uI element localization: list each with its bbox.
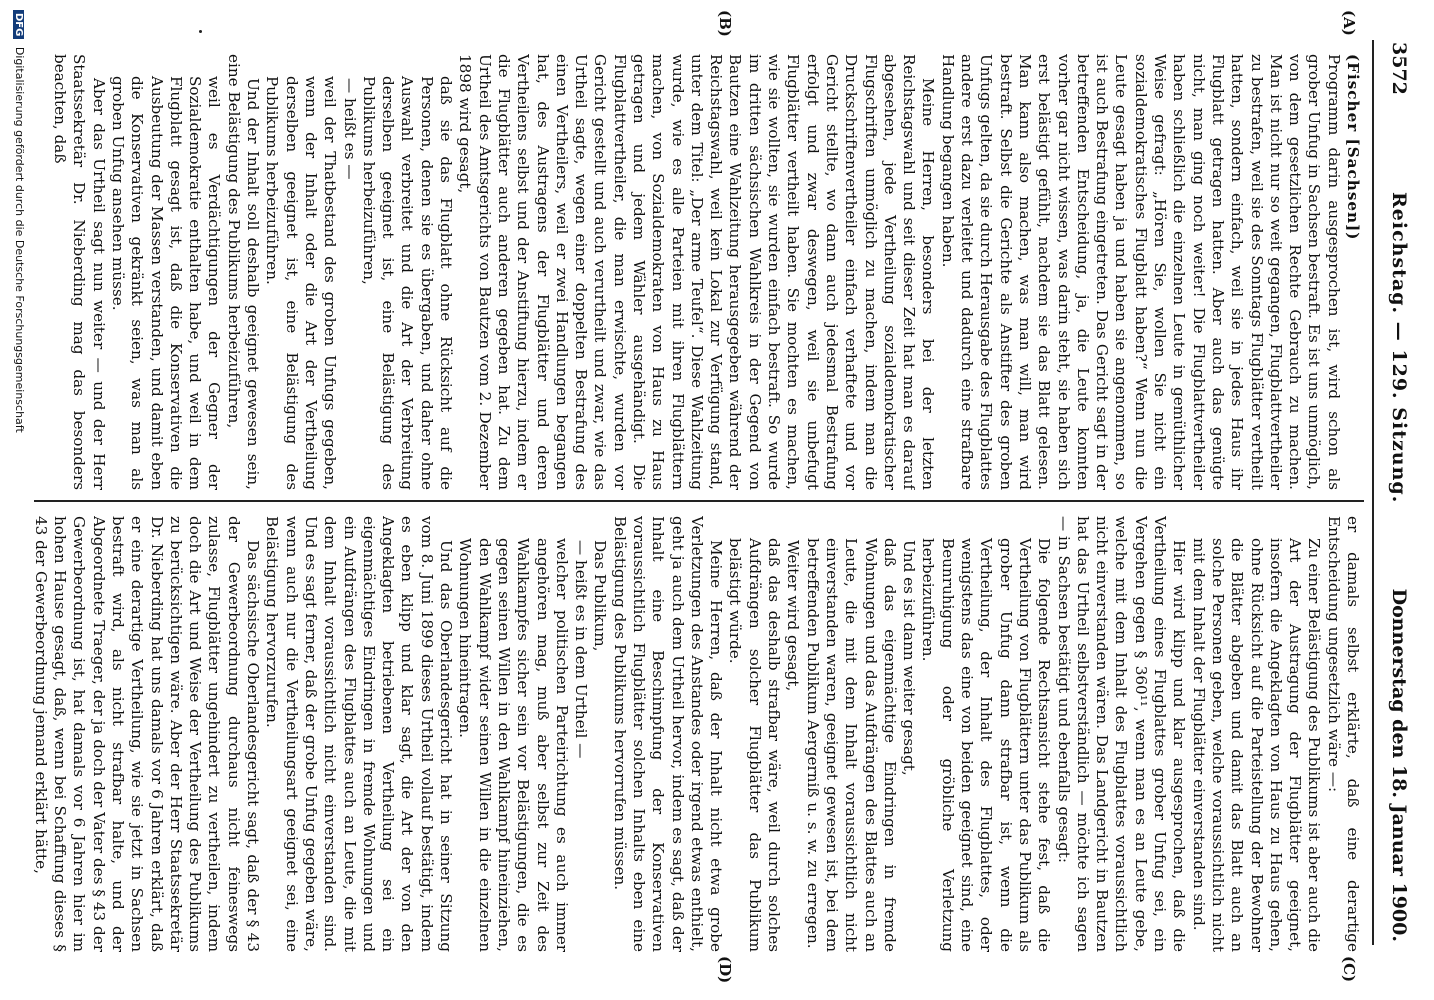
paragraph: Und es ist dann weiter gesagt,	[900, 540, 919, 776]
paragraph: Das sächsische Oberlandesgericht sagt, daß der § 43 der Gewerbeordnung durchaus nicht feineswegs zulasse, Flugblätter ungehindert zu vertheilen, indem doch die Art und Weise der Vertheilung des Publikums zu berücksichtigen wäre. Aber der Herr Staatssekretär Dr. Nieberding hat uns damals vor 6 Jahren erklärt, daß er eine derartige Vertheilung, wie sie jetzt in Sachsen bestraft wird, als nicht strafbar halte, und der Abgeordnete Traeger, der ja doch der Vater des § 43 der Gewerbeordnung ist, hat damals vor 6 Jahren hier im hohen Hause gesagt, daß, wenn bei Schaffung dieses § 43 der Gewerbeordnung jemand erklärt hätte,	[32, 516, 263, 952]
paragraph: Und der Inhalt soll deshalb geeignet gewesen sein, eine Belästigung des Publikums herbeizuführen,	[224, 54, 263, 490]
paragraph: Meine Herren, besonders bei der letzten Reichstagswahl und seit dieser Zeit hat man es darauf abgesehen, jede Vertheilung sozialdemokratischer Flugschriften unmöglich zu machen, indem man die Druckschriftenvertheiler einfach verhaftete und vor Gericht stellte, wo dann auch jedesmal Bestrafung erfolgt und zwar deswegen, weil sie unbefugt Flugblätter vertheilt haben. Sie mochten es machen, wie sie wollten, sie wurden einfach bestraft. So wurde im dritten sächsischen Wahlkreis in der Gegend von Bautzen eine Wahlzeitung herausgegeben während der Reichstagswahl, weil kein Lokal zur Verfügung stand, unter dem Titel: „Der arme Teufel“. Diese Wahlzeitung wurde, wie es alle Parteien mit ihren Flugblättern machen, von Sozialdemokraten von Haus zu Haus getragen und jedem Wähler ausgehändigt. Die Flugblattvertheiler, die man erwischte, wurden vor Gericht gestellt und auch verurtheilt und zwar, wie das Urtheil sagte, wegen einer doppelten Bestrafung des einen Vertheilers, weil er zwei Handlungen begangen hat, des Austragens der Flugblätter und deren Vertheilens selbst und der Anstiftung hierzu, indem er die Flugblätter auch anderen gegeben hat. Zu dem Urtheil des Amtsgerichts von Bautzen vom 2. Dezember 1898 wird gesagt,	[456, 54, 938, 490]
column-divider	[34, 500, 1364, 502]
margin-marker-a: (A)	[1340, 10, 1358, 36]
credit-text: Digitalisierung gefördert durch die Deutsche Forschungsgemeinschaft	[13, 46, 26, 433]
quotation: Zu einer Belästigung des Publikums ist aber auch die Art der Austragung der Flugblätter geeignet, insofern die Angeklagten von Haus zu Haus gehen, ohne Rücksicht auf die Parteistellung der Bewohner die Blätter abgeben und damit das Blatt auch an solche Personen geben, welche voraussichtlich nicht mit dem Inhalt der Flugblätter einverstanden sind.	[1189, 538, 1324, 952]
quotation: welcher politischen Parteirichtung es auch immer angehören mag, muß aber selbst zur Zeit des Wahlkampfes sicher sein vor Belästigungen, die es gegen seinen Willen in den Wahlkampf hineinziehen, den Wahlkampf wider seinen Willen in die einzelnen Wohnungen hineintragen.	[456, 538, 571, 952]
dfg-logo: DFG	[13, 10, 24, 39]
paragraph: Meine Herren, daß der Inhalt nicht etwa grobe Verletzungen des Anstandes oder irgend etwas enthielt, geht ja auch dem Urtheil hervor, indem es sagt, daß der Inhalt eine Beschimpfung der Konservativen voraussichtlich Flugblätter solchen Inhalts eben eine Belästigung des Publikums hervorrufen müssen.	[610, 516, 726, 952]
margin-marker-d: (D)	[716, 956, 734, 984]
paragraph: Aber das Urtheil sagt nun weiter — und der Herr Staatssekretär Dr. Nieberding mag das besonders beachten, daß	[51, 54, 108, 490]
paragraph: er damals selbst erklärte, daß eine derartige Entscheidung ungesetzlich wäre —:	[1324, 516, 1362, 952]
margin-marker-c: (C)	[1340, 956, 1358, 983]
interjection: — heißt es in dem Urtheil —	[572, 540, 591, 759]
quotation: Die folgende Rechtsansicht stehe fest, daß die Vertheilung von Flugblättern unter das Publikum als grober Unfug dann strafbar ist, wenn die Vertheilung, der Inhalt des Flugblattes, oder wenigstens das eine von beiden geeignet sind, eine Beunruhigung oder gröbliche Verletzung herbeizuführen.	[919, 538, 1054, 952]
margin-marker-b: (B)	[716, 10, 734, 37]
scan-speck	[199, 30, 202, 33]
quotation: daß sie das Flugblatt ohne Rücksicht auf die Personen, denen sie es übergaben, und daher ohne Auswahl verbreitet und die Art der Verbreitung derselben geeignet ist, eine Belästigung des Publikums herbeizuführen,	[359, 76, 456, 490]
interjection: — heißt es —	[340, 78, 359, 180]
quotation: daß das eigenmächtige Eindringen in fremde Wohnungen und das Aufdrängen des Blattes auch an Leute, die mit dem Inhalt voraussichtlich nicht einverstanden waren, geeignet gewesen ist, bei dem betreffenden Publikum Aergerniß u. s. w. zu erregen.	[803, 538, 899, 952]
page-title: Reichstag. — 129. Sitzung.	[1388, 192, 1410, 504]
right-column	[32, 516, 1362, 952]
quotation: daß das deshalb strafbar wäre, weil durch solches Aufdrängen solcher Flugblätter das Publikum belästigt würde.	[726, 538, 784, 952]
speaker-name: (Fischer [Sachsen])	[1344, 54, 1362, 241]
digitization-credit	[4, 10, 26, 1000]
session-date: Donnerstag den 18. Januar 1900.	[1388, 588, 1410, 942]
quotation: weil der Thatbestand des groben Unfugs gegeben, wenn der Inhalt oder die Art der Vertheilung derselben geeignet ist, eine Belästigung des Publikums herbeizuführen.	[263, 76, 340, 490]
paragraph: Weiter wird gesagt,	[784, 540, 803, 692]
paragraph: Das Publikum,	[591, 540, 610, 652]
page-number: 3572	[1388, 42, 1410, 95]
quotation: weil es Verdächtigungen der Gegner der Sozialdemokratie enthalten habe, und weil in dem Flugblatt gesagt ist, daß die Konservativen die Ausbeutung der Massen verstanden, und damit eben die Konservativen gekränkt seien, was man als groben Unfug ansehen müsse.	[109, 76, 224, 490]
header-rule	[1372, 40, 1374, 945]
paragraph: Und das Oberlandesgericht hat in seiner Sitzung vom 8. Juni 1899 dieses Urtheil vollauf bestätigt, indem es eben klipp und klar sagt, die Art der von den Angeklagten betriebenen Vertheilung sei ein eigenmächtiges Eindringen in fremde Wohnungen und ein Aufdrängen des Flugblattes auch an Leute, die mit dem Inhalt voraussichtlich nicht einverstanden sind. Und es sagt ferner, daß der grobe Unfug gegeben wäre, wenn auch nur die Vertheilungsart geeignet sei, eine Belästigung hervorzurufen.	[263, 516, 456, 952]
left-column	[32, 54, 1362, 490]
paragraph: Hier wird klipp und klar ausgesprochen, daß die Vertheilung eines Flugblattes grober Unfug sei, ein Vergehen gegen § 360¹¹, wenn man es an Leute gebe, welche mit dem Inhalt des Flugblattes voraussichtlich nicht einverstanden wären. Das Landgericht in Bautzen hat das Urtheil selbstverständlich — möchte ich sagen — in Sachsen bestätigt und ebenfalls gesagt:	[1054, 516, 1189, 952]
page-header	[1376, 42, 1416, 942]
paragraph: Programm darin ausgesprochen ist, wird schon als grober Unfug in Sachsen bestraft. Es ist uns unmöglich, von dem gesetzlichen Rechte Gebrauch zu machen. Man ist nicht nur so weit gegangen, Flugblattvertheiler zu bestrafen, weil sie des Sonntags Flugblätter vertheilt hatten, sondern einfach, weil sie in jedes Haus ihr Flugblatt getragen hatten. Aber auch das genügte nicht, man ging noch weiter! Die Flugblattvertheiler haben schließlich die einzelnen Leute in gemüthlicher Weise gefragt: „Hören Sie, wollen Sie nicht ein sozialdemokratisches Flugblatt haben?“ Wenn nun die Leute gesagt haben ja und haben sie angenommen, so ist auch Bestrafung eingetreten. Das Gericht sagt in der betreffenden Entscheidung, ja, die Leute konnten vorher gar nicht wissen, was darin steht, sie haben sich erst belästigt gefühlt, nachdem sie das Blatt gelesen. Man kann also machen, was man will, man wird bestraft. Selbst die Gerichte als Anstifter des groben Unfugs gelten, da sie durch Herausgabe des Flugblattes andere erst dazu verleitet und dadurch eine strafbare Handlung begangen haben.	[938, 54, 1343, 490]
